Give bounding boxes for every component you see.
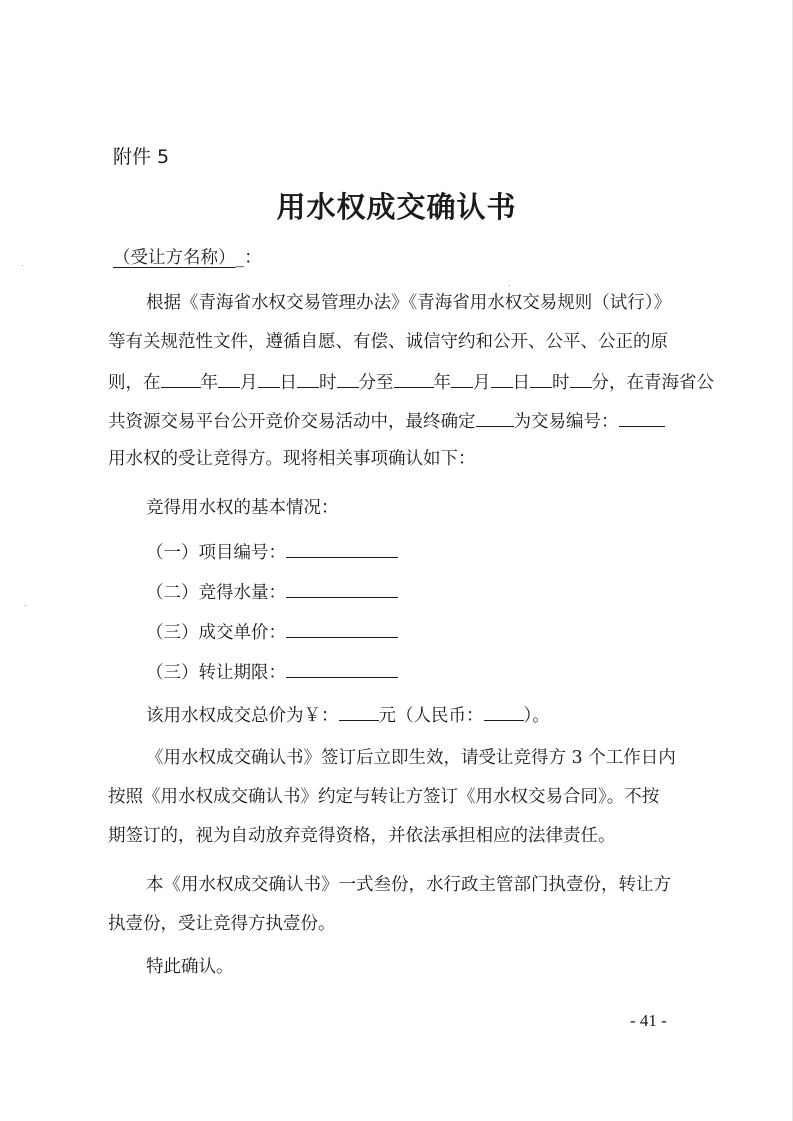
blank-month1[interactable] — [218, 370, 240, 388]
para1-line4 — [108, 409, 665, 433]
scan-speck — [25, 605, 26, 606]
blank-minute2[interactable] — [570, 370, 592, 388]
total-price-line — [146, 703, 550, 727]
para1-line2: 等有关规范性文件，遵循自愿、有偿、诚信守约和公开、公平、公正的原 — [108, 332, 668, 352]
label-day1: 日 — [279, 373, 297, 393]
label-month1: 月 — [240, 373, 258, 393]
blank-day2[interactable] — [491, 370, 513, 388]
closing-text: 特此确认。 — [146, 957, 234, 977]
basic-info-heading: 竞得用水权的基本情况： — [146, 498, 339, 518]
recipient-underscore: _ — [235, 248, 245, 268]
blank-hour2[interactable] — [530, 370, 552, 388]
basic-info-item — [146, 660, 398, 684]
para1-line1: 根据《青海省水权交易管理办法》《青海省用水权交易规则（试行）》 — [146, 293, 671, 313]
line3-suffix: 分，在青海省公 — [591, 373, 714, 393]
blank-bid-party[interactable] — [476, 409, 514, 427]
basic-info-label-water-volume: （二）竞得水量： — [146, 583, 286, 603]
blank-month2[interactable] — [451, 370, 473, 388]
recipient-name: （受让方名称） — [113, 248, 236, 268]
label-year2: 年 — [433, 373, 451, 393]
basic-info-label-transfer-period: （三）转让期限： — [146, 663, 286, 683]
para3-line1: 本《用水权成交确认书》一式叁份，水行政主管部门执壹份，转让方 — [146, 875, 671, 895]
basic-info-label-unit-price: （三）成交单价： — [146, 623, 286, 643]
line4-after: 为交易编号： — [513, 412, 619, 432]
para1-line5: 用水权的受让竞得方。现将相关事项确认如下： — [108, 449, 476, 469]
total-price-close: ）。 — [523, 706, 550, 726]
blank-year2[interactable] — [394, 370, 434, 388]
para2-line3: 期签订的，视为自动放弃竞得资格，并依法承担相应的法律责任。 — [108, 826, 616, 846]
blank-year1[interactable] — [161, 370, 201, 388]
blank-unit-price[interactable] — [286, 620, 398, 638]
blank-total-price[interactable] — [339, 703, 379, 721]
total-price-unit: 元（人民币： — [378, 706, 484, 726]
para3-line2: 执壹份，受让竞得方执壹份。 — [108, 914, 336, 934]
blank-water-volume[interactable] — [286, 580, 398, 598]
blank-total-price-rmb[interactable] — [484, 703, 524, 721]
blank-trade-number[interactable] — [619, 409, 665, 427]
page-number: - 41 - — [630, 1011, 667, 1030]
total-price-before: 该用水权成交总价为￥： — [146, 706, 339, 726]
scan-speck — [22, 265, 23, 266]
document-title: 用水权成交确认书 — [276, 190, 517, 224]
line3-prefix: 则，在 — [108, 373, 161, 393]
blank-hour1[interactable] — [297, 370, 319, 388]
basic-info-label-project-number: （一）项目编号： — [146, 543, 286, 563]
recipient-colon: ： — [244, 248, 262, 268]
para2-line1: 《用水权成交确认书》签订后立即生效，请受让竞得方 3 个工作日内 — [146, 748, 676, 768]
blank-project-number[interactable] — [286, 540, 398, 558]
label-minute1: 分至 — [358, 373, 394, 393]
label-year1: 年 — [200, 373, 218, 393]
basic-info-item — [146, 620, 398, 644]
scan-speck — [509, 285, 510, 286]
basic-info-item — [146, 580, 398, 604]
blank-minute1[interactable] — [337, 370, 359, 388]
label-month2: 月 — [473, 373, 491, 393]
recipient-line — [113, 244, 262, 269]
line4-before: 共资源交易平台公开竞价交易活动中，最终确定 — [108, 412, 476, 432]
label-hour2: 时 — [552, 373, 570, 393]
para2-line2: 按照《用水权成交确认书》约定与转让方签订《用水权交易合同》。不按 — [108, 787, 660, 807]
label-day2: 日 — [512, 373, 530, 393]
attachment-label: 附件 5 — [113, 146, 170, 168]
blank-day1[interactable] — [258, 370, 280, 388]
label-hour1: 时 — [319, 373, 337, 393]
para1-line3 — [108, 370, 714, 394]
blank-transfer-period[interactable] — [286, 660, 398, 678]
basic-info-item — [146, 540, 398, 564]
